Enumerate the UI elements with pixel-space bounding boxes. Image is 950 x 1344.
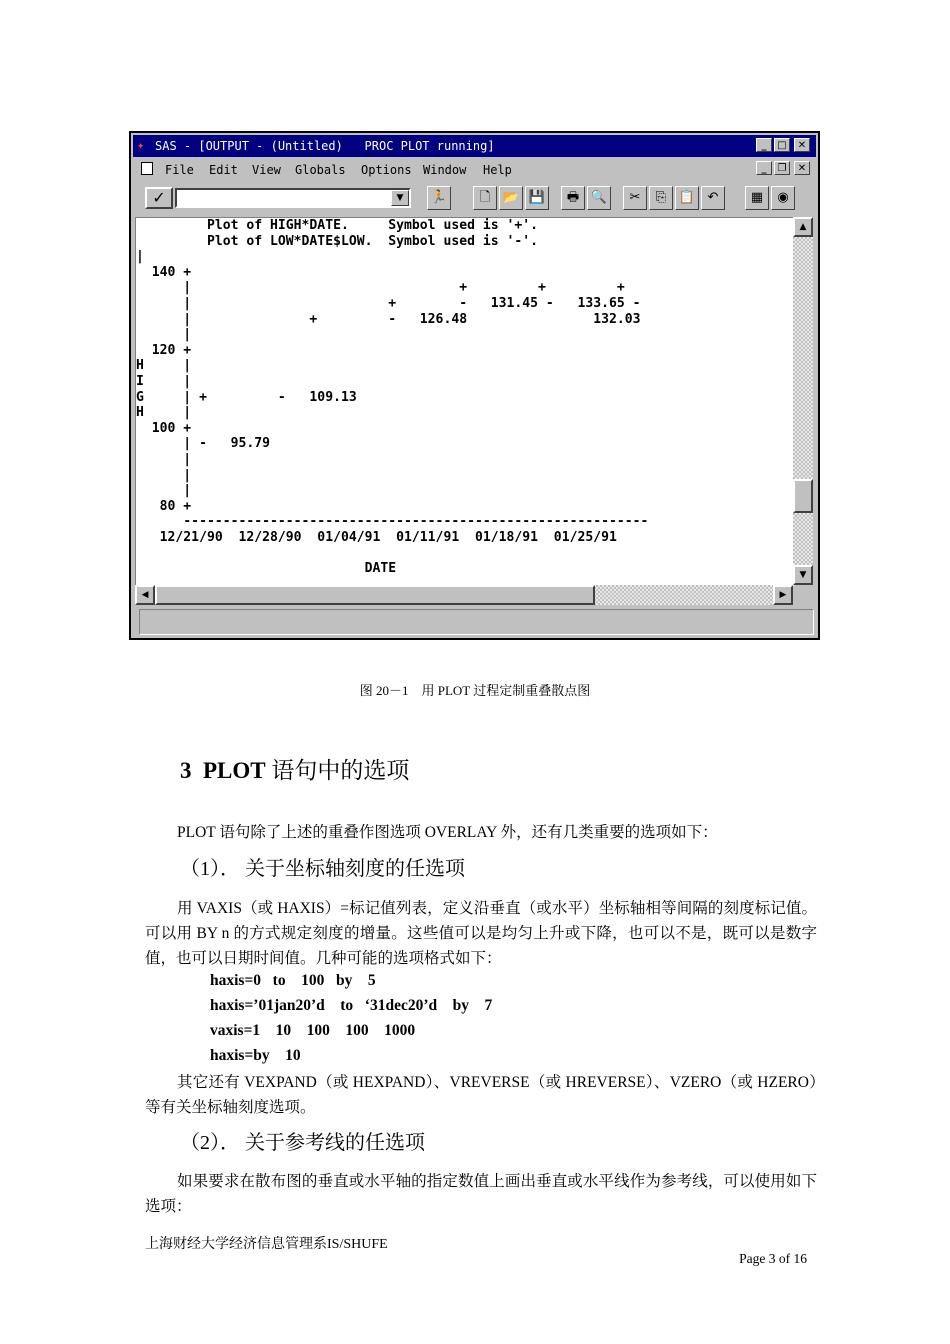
toolbar — [133, 181, 816, 211]
new-file-icon[interactable]: 🗋 — [473, 186, 497, 210]
menu-globals-label: Globals — [295, 163, 346, 177]
menu-file-label: File — [165, 163, 194, 177]
subheading-axis: （1）． 关于坐标轴刻度的任选项 — [180, 858, 465, 880]
ms-icon[interactable]: ▦ — [745, 186, 769, 210]
menu-file[interactable] — [165, 163, 194, 177]
scroll-down-button[interactable]: ▼ — [793, 565, 813, 585]
submit-check-button[interactable]: ✓ — [145, 187, 173, 209]
section-title-bold: PLOT — [203, 758, 266, 783]
menu-options-label: Options — [361, 163, 412, 177]
print-preview-icon[interactable]: 🔍 — [587, 186, 611, 210]
minimize-button[interactable]: _ — [756, 138, 772, 152]
child-close-button[interactable]: ✕ — [794, 161, 810, 175]
globe-icon[interactable]: ◉ — [771, 186, 795, 210]
menu-window-label: Window — [423, 163, 467, 177]
command-input[interactable] — [175, 188, 411, 208]
axis-other-paragraph: 其它还有 VEXPAND（或 HEXPAND）、VREVERSE（或 HREVERSE）、VZERO（或 HZERO）等有关坐标轴刻度选项。 — [145, 1074, 817, 1116]
code-line-2: haxis=’01jan20’d to ‘31dec20’d by 7 — [210, 997, 493, 1014]
intro-paragraph: PLOT 语句除了上述的重叠作图选项 OVERLAY 外，还有几类重要的选项如下： — [177, 824, 718, 841]
sas-app-icon[interactable]: ✦ — [137, 138, 145, 152]
menu-bar — [133, 159, 816, 179]
section-heading — [180, 752, 409, 785]
menu-edit-label: Edit — [209, 163, 238, 177]
code-line-1: haxis=0 to 100 by 5 — [210, 972, 376, 989]
scroll-left-button[interactable]: ◀ — [135, 585, 155, 605]
paste-icon[interactable]: 📋 — [675, 186, 699, 210]
menu-window[interactable] — [423, 163, 466, 177]
child-restore-button[interactable]: ❐ — [774, 161, 790, 175]
scroll-right-button[interactable]: ▶ — [773, 585, 793, 605]
sas-window — [129, 131, 820, 640]
copy-icon[interactable]: ⎘ — [649, 186, 673, 210]
open-folder-icon[interactable]: 📂 — [499, 186, 523, 210]
horizontal-scrollbar[interactable] — [135, 585, 793, 605]
menu-globals[interactable] — [295, 163, 346, 177]
close-button[interactable]: ✕ — [794, 138, 810, 152]
menu-view-label: View — [252, 163, 281, 177]
section-number: 3 — [180, 758, 192, 783]
page-number: Page 3 of 16 — [739, 1251, 807, 1266]
scroll-up-button[interactable]: ▲ — [793, 217, 813, 237]
menu-options[interactable] — [361, 163, 412, 177]
section-title-rest: 语句中的选项 — [265, 758, 410, 783]
vertical-scrollbar[interactable] — [793, 217, 813, 585]
status-bar — [139, 609, 814, 635]
output-pane[interactable] — [135, 217, 794, 586]
maximize-button[interactable]: □ — [774, 138, 790, 152]
undo-icon[interactable]: ↶ — [701, 186, 725, 210]
menu-edit[interactable] — [209, 163, 238, 177]
reference-paragraph: 如果要求在散布图的垂直或水平轴的指定数值上画出垂直或水平线作为参考线，可以使用如下选项： — [145, 1173, 817, 1215]
menu-help-label: Help — [483, 163, 512, 177]
command-dropdown-button[interactable]: ▼ — [391, 190, 409, 206]
vertical-scroll-thumb[interactable] — [793, 479, 813, 513]
menu-help[interactable] — [483, 163, 512, 177]
title-bar[interactable] — [133, 135, 816, 157]
document-icon[interactable] — [141, 162, 153, 175]
code-line-3: vaxis=1 10 100 100 1000 — [210, 1022, 416, 1039]
window-title: SAS - [OUTPUT - (Untitled) PROC PLOT running] — [155, 139, 495, 153]
figure-caption: 图 20－1 用 PLOT 过程定制重叠散点图 — [359, 683, 591, 698]
code-line-4: haxis=by 10 — [210, 1047, 301, 1064]
horizontal-scroll-thumb[interactable] — [155, 585, 595, 605]
plot-output: Plot of HIGH*DATE. Symbol used is '+'. Plot of LOW*DATE$LOW. Symbol used is '-'. | 140 + | + + + | + - 131.45 - 133.65 - | + - 126.48 132.03 | 120 + H | I | G | + - 109.13 H | 100 + | - 95.79 | | | 80 + ----------------------------------------------------------- 12/21/90 12/28/90 01/04/91 01/11/91 01/18/91 01/25/91 DATE — [136, 218, 649, 577]
cut-icon[interactable]: ✂ — [623, 186, 647, 210]
menu-view[interactable] — [252, 163, 281, 177]
child-minimize-button[interactable]: _ — [756, 161, 772, 175]
subheading-reference: （2）． 关于参考线的任选项 — [180, 1132, 425, 1154]
footer-text: 上海财经大学经济信息管理系IS/SHUFE — [145, 1237, 388, 1252]
run-icon[interactable]: 🏃 — [427, 186, 451, 210]
save-icon[interactable]: 💾 — [525, 186, 549, 210]
axis-paragraph: 用 VAXIS（或 HAXIS）=标记值列表，定义沿垂直（或水平）坐标轴相等间隔的刻度标记值。可以用 BY n 的方式规定刻度的增量。这些值可以是均匀上升或下降，也可以不是，既可以是数字值，也可以日期时间值。几种可能的选项格式如下： — [145, 900, 817, 967]
print-icon[interactable]: 🖶 — [561, 186, 585, 210]
